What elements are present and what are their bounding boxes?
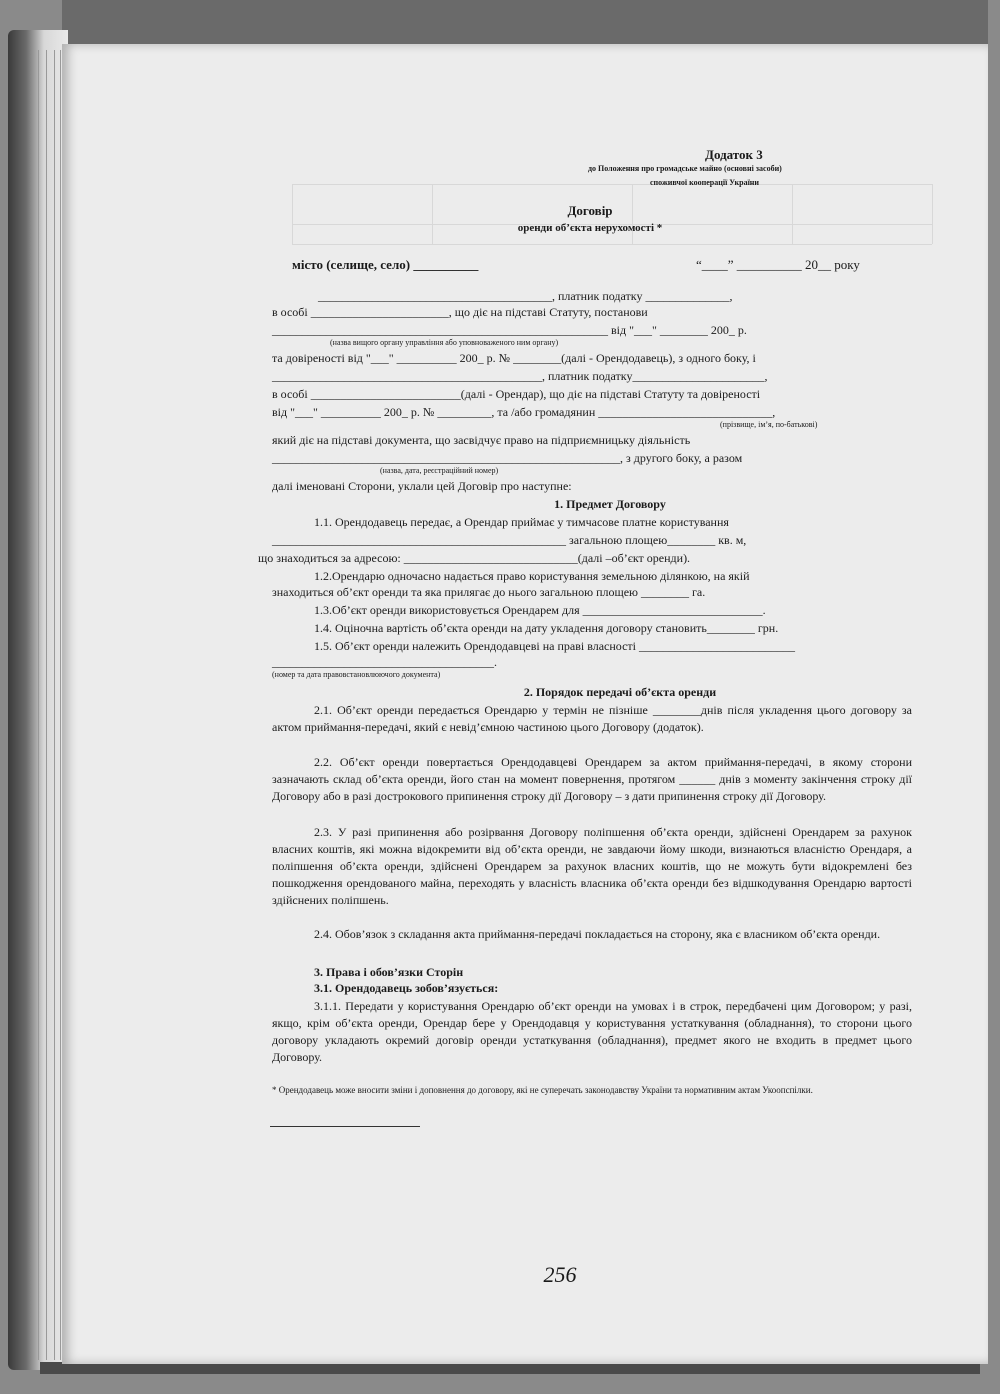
contract-subtitle: оренди об’єкта нерухомості * xyxy=(517,222,663,234)
section-1-heading: 1. Предмет Договору xyxy=(554,497,666,511)
clause-2-1: 2.1. Об’єкт оренди передається Орендарю у термін не пізніше ________днів після укладення цього договору за актом приймання-передачі, який є невід’ємною частиною цього Договору (додаток). xyxy=(272,703,912,734)
appendix-line-2: споживчої кооперації України xyxy=(650,178,760,187)
party-2-side: __________________________________________________________, з другого боку, а разом xyxy=(272,451,743,465)
party-1-power: та довіреності від "___" __________ 200_ р. № ________(далі - Орендодавець), з одного боку, і xyxy=(272,351,756,365)
clause-1-5-b: _____________________________________. xyxy=(272,655,497,669)
clause-2-3: 2.3. У разі припинення або розірвання Договору поліпшення об’єкта оренди, здійснені Орендарем за рахунок власних коштів, які можна відокремити від об’єкта оренди, не завдаючи йому шкоди, визнаються власністю Орендаря, а поліпшення об’єкта оренди, здійснені Орендарем за рахунок власних коштів, що не можуть бути відокремлені без пошкодження орендованого майна, переходять у власність власника об’єкта оренди без відшкодування Орендарю вартості здійснених поліпшень. xyxy=(272,825,912,907)
party-2-line: _____________________________________________, платник податку______________________, xyxy=(272,369,768,383)
page-number: 256 xyxy=(543,1262,577,1287)
clause-1-1-b: _________________________________________________ загальною площею________ кв. м, xyxy=(272,533,747,547)
clause-2-2: 2.2. Об’єкт оренди повертається Орендодавцеві Орендарем за актом приймання-передачі, в якому сторони зазначають склад об’єкта оренди, його стан на момент повернення, протягом ______ днів з моменту закінчення строку дії Договору або в разі дострокового припинення строку дії Договору – з дати припинення строку дії Договору. xyxy=(272,755,912,803)
section-3-heading: 3. Права і обов’язки Сторін xyxy=(314,965,464,979)
party-1-person: в особі _______________________, що діє на підставі Статуту, постанови xyxy=(272,305,648,319)
section-2-heading: 2. Порядок передачі об’єкта оренди xyxy=(523,685,717,699)
appendix-line-1: до Положення про громадське майно (основні засоби) xyxy=(588,164,782,173)
footnote-rule xyxy=(270,1126,420,1127)
clause-3-1-1: 3.1.1. Передати у користування Орендарю об’єкт оренди на умовах і в строк, передбачені цим Договором; у разі, якщо, крім об’єкта оренди, Орендар бере у Орендодавця у користування устаткування (обладнання), то сторони цього договору укладають окремий договір оренди устаткування (обладнання), предмет якого не входить в предмет цього Договору. xyxy=(272,999,912,1064)
clause-1-5: 1.5. Об’єкт оренди належить Орендодавцеві на праві власності __________________________ xyxy=(314,639,795,653)
parties-intro: далі іменовані Сторони, уклали цей Договір про наступне: xyxy=(272,479,572,493)
party-1-body: ________________________________________________________ від "___" ________ 200_ р. xyxy=(272,323,747,337)
clause-1-2-b: знаходиться об’єкт оренди та яка прилягає до нього загальною площею ________ га. xyxy=(272,585,706,599)
book-page-edges xyxy=(8,30,68,1370)
scan-shadow-top xyxy=(62,0,988,44)
clause-2-4: 2.4. Обов’язок з складання акта приймання-передачі покладається на сторону, яка є власником об’єкта оренди. xyxy=(314,927,881,941)
appendix-title: Додаток 3 xyxy=(705,147,763,162)
clause-1-1-c: що знаходиться за адресою: _____________________________(далі –об’єкт оренди). xyxy=(258,551,691,565)
note-ownership: (номер та дата правовстановлюючого документа) xyxy=(272,670,441,679)
note-name: (прізвище, ім’я, по-батькові) xyxy=(720,420,818,429)
contract-title: Договір xyxy=(567,203,613,218)
party-2-power: від "___" __________ 200_ р. № _________, та /або громадянин _____________________________, xyxy=(272,405,776,419)
note-doc: (назва, дата, реєстраційний номер) xyxy=(380,466,499,475)
clause-1-2-a: 1.2.Орендарю одночасно надається право користування земельною ділянкою, на якій xyxy=(314,569,750,583)
party-2-person: в особі _________________________(далі - Орендар), що діє на підставі Статуту та довіреності xyxy=(272,387,761,401)
section-3-1-heading: 3.1. Орендодавець зобов’язується: xyxy=(314,981,499,995)
city-line: місто (селище, село) __________ xyxy=(292,257,479,272)
clause-1-3: 1.3.Об’єкт оренди використовується Орендарем для ______________________________. xyxy=(314,603,766,617)
clause-1-1-a: 1.1. Орендодавець передає, а Орендар приймає у тимчасове платне користування xyxy=(314,515,729,529)
date-line: “____” __________ 20__ року xyxy=(696,257,860,272)
clause-1-4: 1.4. Оціночна вартість об’єкта оренди на дату укладення договору становить________ грн. xyxy=(314,621,779,635)
party-2-doc: який діє на підставі документа, що засвідчує право на підприємницьку діяльність xyxy=(272,433,691,447)
party-1-line: _______________________________________, платник податку ______________, xyxy=(318,289,733,303)
footnote: * Орендодавець може вносити зміни і доповнення до договору, які не суперечать законодавству України та нормативним актам Укоопспілки. xyxy=(272,1085,813,1095)
note-body: (назва вищого органу управління або уповноваженого ним органу) xyxy=(330,338,559,347)
